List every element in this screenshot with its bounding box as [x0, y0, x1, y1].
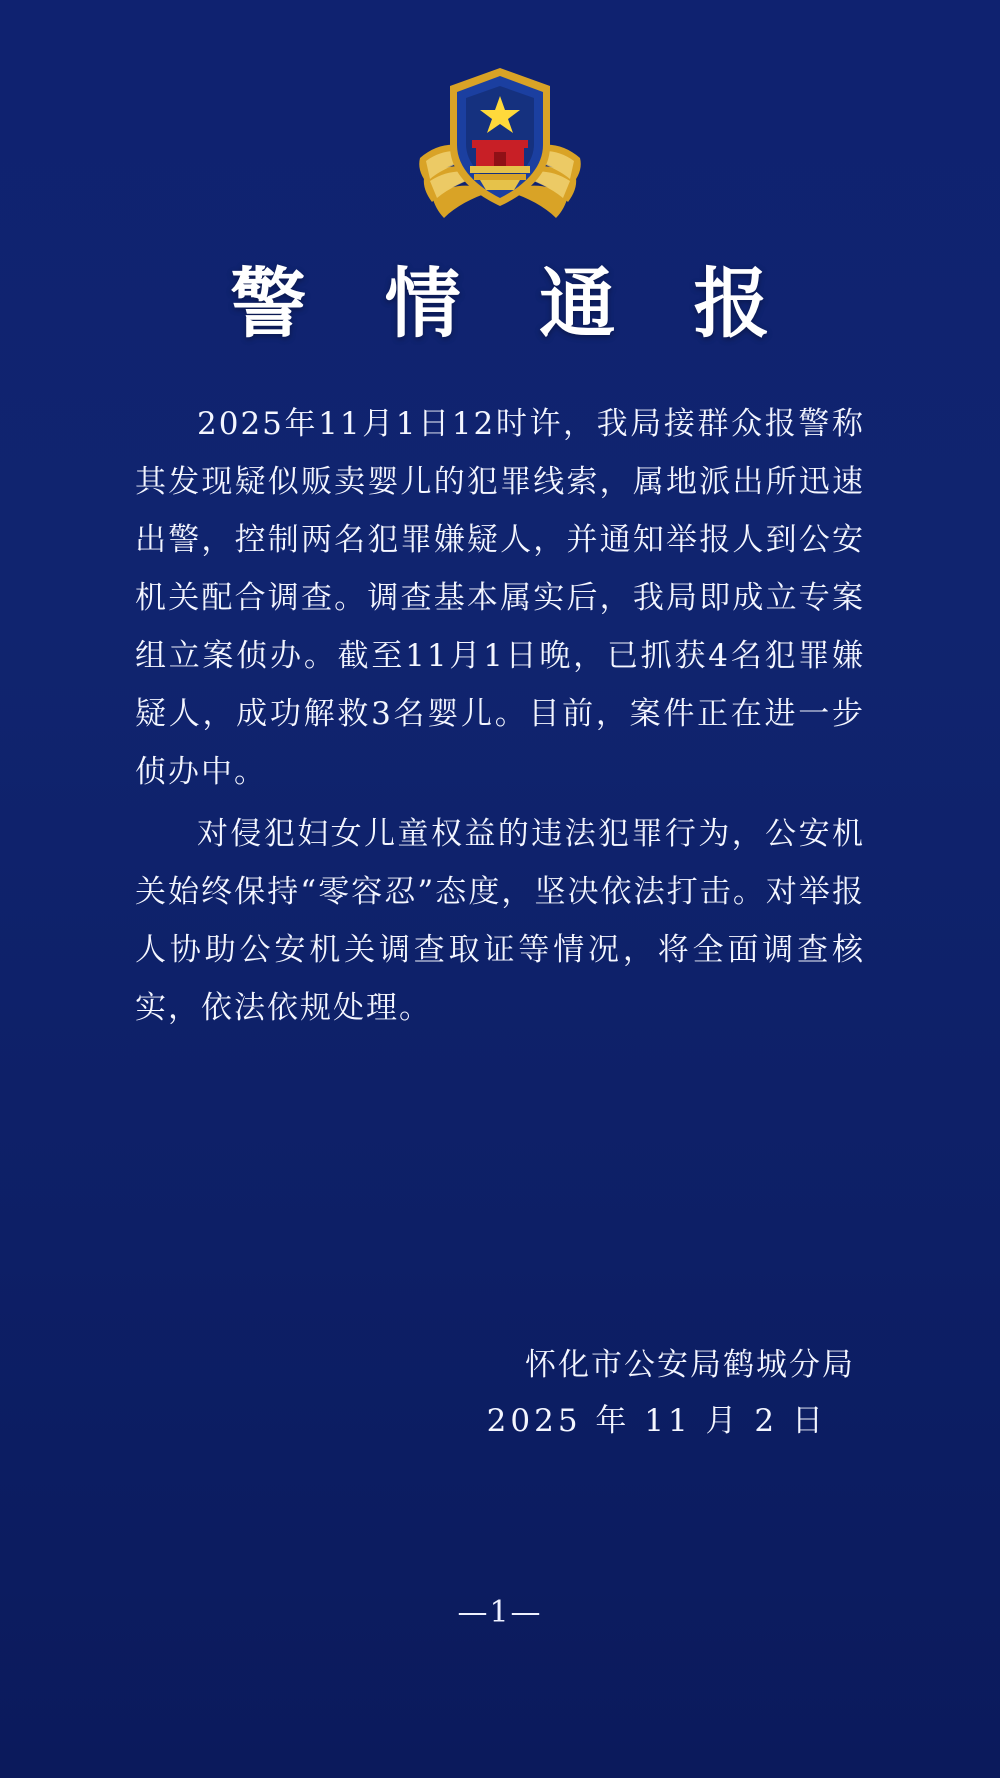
- emblem-container: [0, 0, 1000, 228]
- issuing-organization: 怀化市公安局鹤城分局: [525, 1347, 855, 1383]
- police-emblem-icon: [410, 62, 590, 228]
- issue-date: 2025 年 11 月 2 日: [486, 1403, 827, 1439]
- paragraph-1: 2025年11月1日12时许，我局接群众报警称其发现疑似贩卖婴儿的犯罪线索，属地派出所迅速出警，控制两名犯罪嫌疑人，并通知举报人到公安机关配合调查。调查基本属实后，我局即成立专案组立案侦办。截至11月1日晚，已抓获4名犯罪嫌疑人，成功解救3名婴儿。目前，案件正在进一步侦办中。: [135, 406, 865, 790]
- paragraph-2: 对侵犯妇女儿童权益的违法犯罪行为，公安机关始终保持“零容忍”态度，坚决依法打击。对举报人协助公安机关调查取证等情况，将全面调查核实，依法依规处理。: [135, 816, 865, 1026]
- bulletin-body: [135, 395, 865, 1037]
- signature-block: [135, 1337, 865, 1449]
- page-number: —1—: [457, 1595, 543, 1630]
- page-title: 警 情 通 报: [230, 259, 796, 348]
